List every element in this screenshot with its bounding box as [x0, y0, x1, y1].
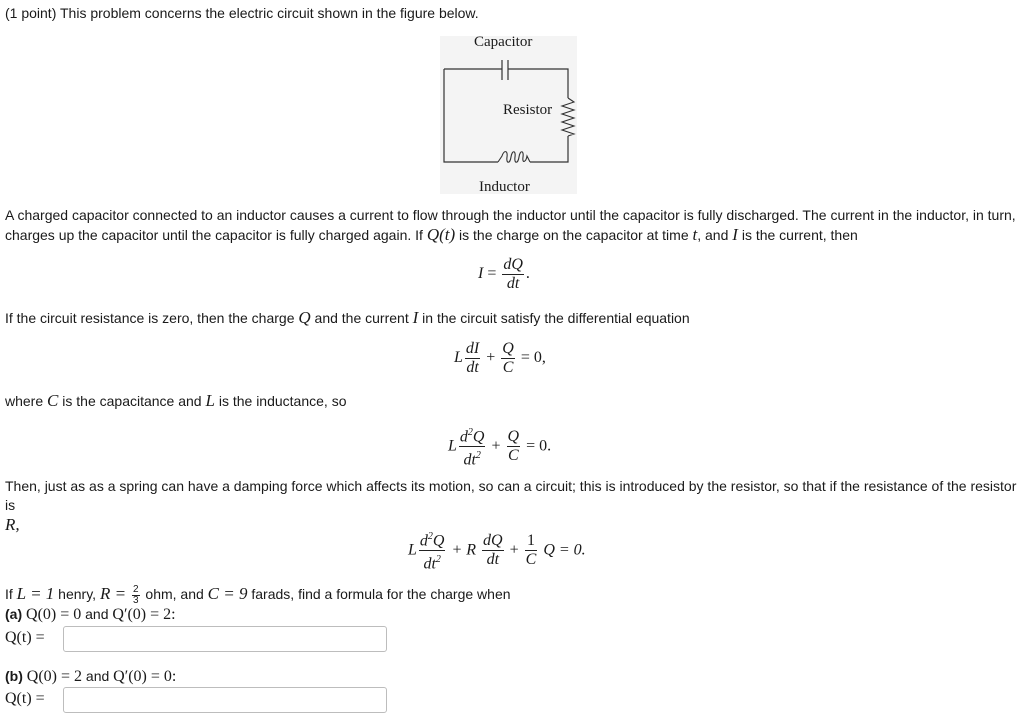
paragraph-1-line-2: charges up the capacitor until the capacitor is fully charged again. If Q(t) is the charge on the capacitor at time t, and I is the current, then	[5, 225, 858, 244]
equation-lc-charge: L $\frac{d^2Q}{dt^2}$ + $\frac{Q}{C}$ = 0.	[448, 424, 551, 470]
capacitor-label: Capacitor	[474, 34, 533, 50]
part-b-answer-label: Q(t) =	[5, 690, 45, 707]
inductor-symbol	[498, 152, 530, 163]
part-a-answer-input[interactable]	[63, 626, 387, 652]
math-Qt: Q(t)	[426, 225, 456, 244]
paragraph-3: where C is the capacitance and L is the inductance, so	[5, 391, 347, 410]
math-t: t	[692, 225, 698, 244]
resistor-symbol	[562, 98, 574, 136]
part-a-answer-label: Q(t) =	[5, 629, 45, 646]
intro-text: This problem concerns the electric circuit shown in the figure below.	[60, 5, 479, 21]
paragraph-1-line-1: A charged capacitor connected to an inductor causes a current to flow through the inductor until the capacitor is fully discharged. The current in the inductor, in turn,	[5, 207, 1016, 223]
part-a-condition: (a) Q(0) = 0 and Q′(0) = 2:	[5, 606, 176, 623]
paragraph-2: If the circuit resistance is zero, then the charge Q and the current I in the circuit satisfy the differential equation	[5, 308, 690, 327]
given-values: If L = 1 henry, R = $\frac{2}{3}$ ohm, and C = 9 farads, find a formula for the charge when	[5, 583, 511, 606]
equation-current: I = $\frac{dQ}{dt}$ .	[478, 256, 530, 292]
paragraph-1	[5, 206, 1017, 245]
part-b-answer-input[interactable]	[63, 687, 387, 713]
paragraph-4: Then, just as as a spring can have a damping force which affects its motion, so can a circuit; this is introduced by the resistor, so that if the resistance of the resistor is R,	[5, 478, 1017, 534]
inductor-label: Inductor	[479, 179, 530, 195]
part-b-condition: (b) Q(0) = 2 and Q′(0) = 0:	[5, 668, 177, 685]
math-I: I	[732, 225, 738, 244]
equation-rlc: L $\frac{d^2Q}{dt^2}$ + R $\frac{dQ}{dt}$ + $\frac{1}{C}$ Q = 0.	[408, 528, 586, 574]
resistor-label: Resistor	[503, 102, 553, 118]
problem-intro	[5, 4, 479, 23]
equation-lc-current: L $\frac{dI}{dt}$ + $\frac{Q}{C}$ = 0,	[454, 340, 546, 376]
points-label: (1 point)	[5, 5, 57, 21]
circuit-figure	[440, 36, 577, 194]
